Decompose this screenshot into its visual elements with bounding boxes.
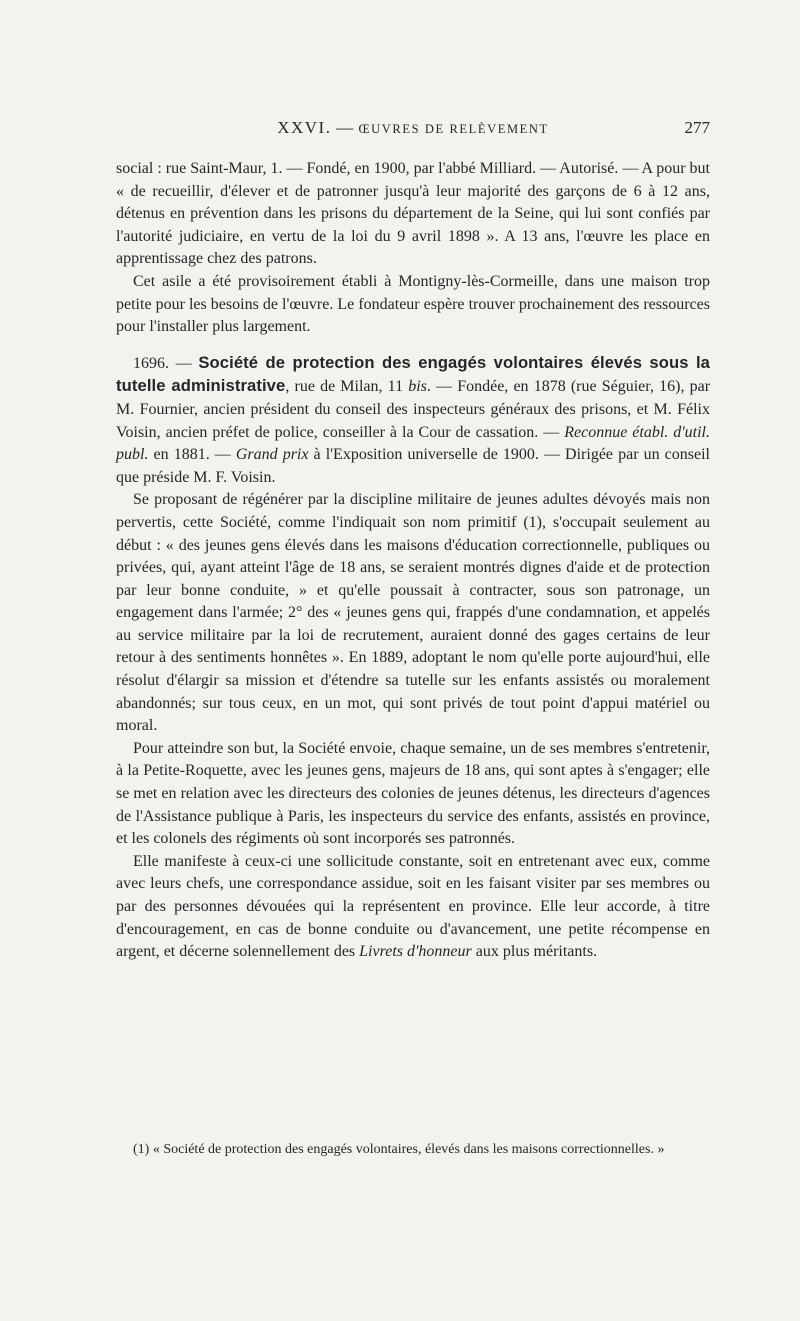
paragraph-solicitude [116,851,710,964]
solicitude-text-1: Elle manifeste à ceux-ci une sollicitude constante, soit en entretenant avec eux, comme avec leurs chefs, une correspondance assidue, soit en les faisant visiter par ses membres ou par des personnes dévouées qui la représentent en province. Elle leur accorde, à titre d'encouragement, en cas de bonne conduite ou d'avancement, une petite récompense en argent, et décerne solennellement des [116,852,710,961]
paragraph-continuation: social : rue Saint-Maur, 1. — Fondé, en 1900, par l'abbé Milliard. — Autorisé. — A pour but « de recueillir, d'élever et de patronner jusqu'à leur majorité des garçons de 6 à 12 ans, détenus en prévention dans les prisons du département de la Seine, qui lui sont confiés par l'autorité judiciaire, en vertu de la loi du 9 avril 1898 ». A 13 ans, l'œuvre les place en apprentissage chez des patrons. [116,160,710,268]
page-number: 277 [684,118,710,137]
paragraph-purpose: Se proposant de régénérer par la discipline militaire de jeunes adultes dévoyés mais non pervertis, cette Société, comme l'indiquait son nom primitif (1), s'occupait seulement au début : « des jeunes gens élevés dans les maisons d'éducation correctionnelle, publiques ou privées, qui, ayant atteint l'âge de 18 ans, se seraient montrés dignes d'aide et de protection par leur bonne conduite, » et qu'elle poussait à contracter, sous son patronage, un engagement dans l'armée; 2° des « jeunes gens qui, frappés d'une condamnation, et appelés au service militaire par la loi de recrutement, auraient donné des gages certains de leur retour à des sentiments honnêtes ». En 1889, adoptant le nom qu'elle porte aujourd'hui, elle résolut d'élargir sa mission et d'étendre sa tutelle sur les enfants assistés ou moralement abandonnés; sur tous ceux, en un mot, qui sont privés de tout point d'appui matériel ou moral. [116,491,710,735]
chapter-title: ŒUVRES DE RELÈVEMENT [358,122,549,136]
chapter-number: XXVI. [277,118,332,137]
footnote: (1) « Société de protection des engagés volontaires, élevés dans les maisons correctionnelles. » [133,1142,665,1157]
solicitude-text-2: aux plus méritants. [471,943,598,961]
body-text [116,158,710,964]
livrets-honneur: Livrets d'honneur [359,943,472,961]
entry-bis: bis [408,378,427,396]
header-dash: — [336,118,354,137]
entry-1696 [116,352,710,490]
entry-text-1: , rue de Milan, 11 [285,378,409,396]
entry-grand-prix: Grand prix [235,446,309,464]
entry-text-2: . — Fondée, en 1878 (rue Séguier, 16), par M. Fournier, ancien président du conseil des inspecteurs généraux des prisons, et M. Félix Voisin, ancien préfet de police, conseiller à la Cour de cassation. — [116,378,711,441]
page-header [116,118,710,140]
entry-recognized: Reconnue établ. d'util. publ. [116,423,711,464]
entry-number: 1696. — [133,354,199,372]
paragraph-methods: Pour atteindre son but, la Société envoie, chaque semaine, un de ses membres s'entretenir, à la Petite-Roquette, avec les jeunes gens, majeurs de 18 ans, qui sont aptes à s'engager; elle se met en relation avec les directeurs des colonies de jeunes détenus, les directeurs d'agences de l'Assistance publique à Paris, les inspecteurs du service des enfants, assistés en province, et les colonels des régiments où sont incorporés ses patronnés. [116,739,710,848]
entry-text-4: à l'Exposition universelle de 1900. — Dirigée par un conseil que préside M. F. Voisin. [116,446,710,486]
paragraph-asile: Cet asile a été provisoirement établi à Montigny-lès-Cormeille, dans une maison trop petite pour les besoins de l'œuvre. Le fondateur espère trouver prochainement des ressources pour l'installer plus largement. [116,272,710,336]
entry-text-3: en 1881. — [148,446,236,464]
society-name: Société de protection des engagés volontaires élevés sous la tutelle administrative [116,352,710,396]
running-title [116,118,710,138]
